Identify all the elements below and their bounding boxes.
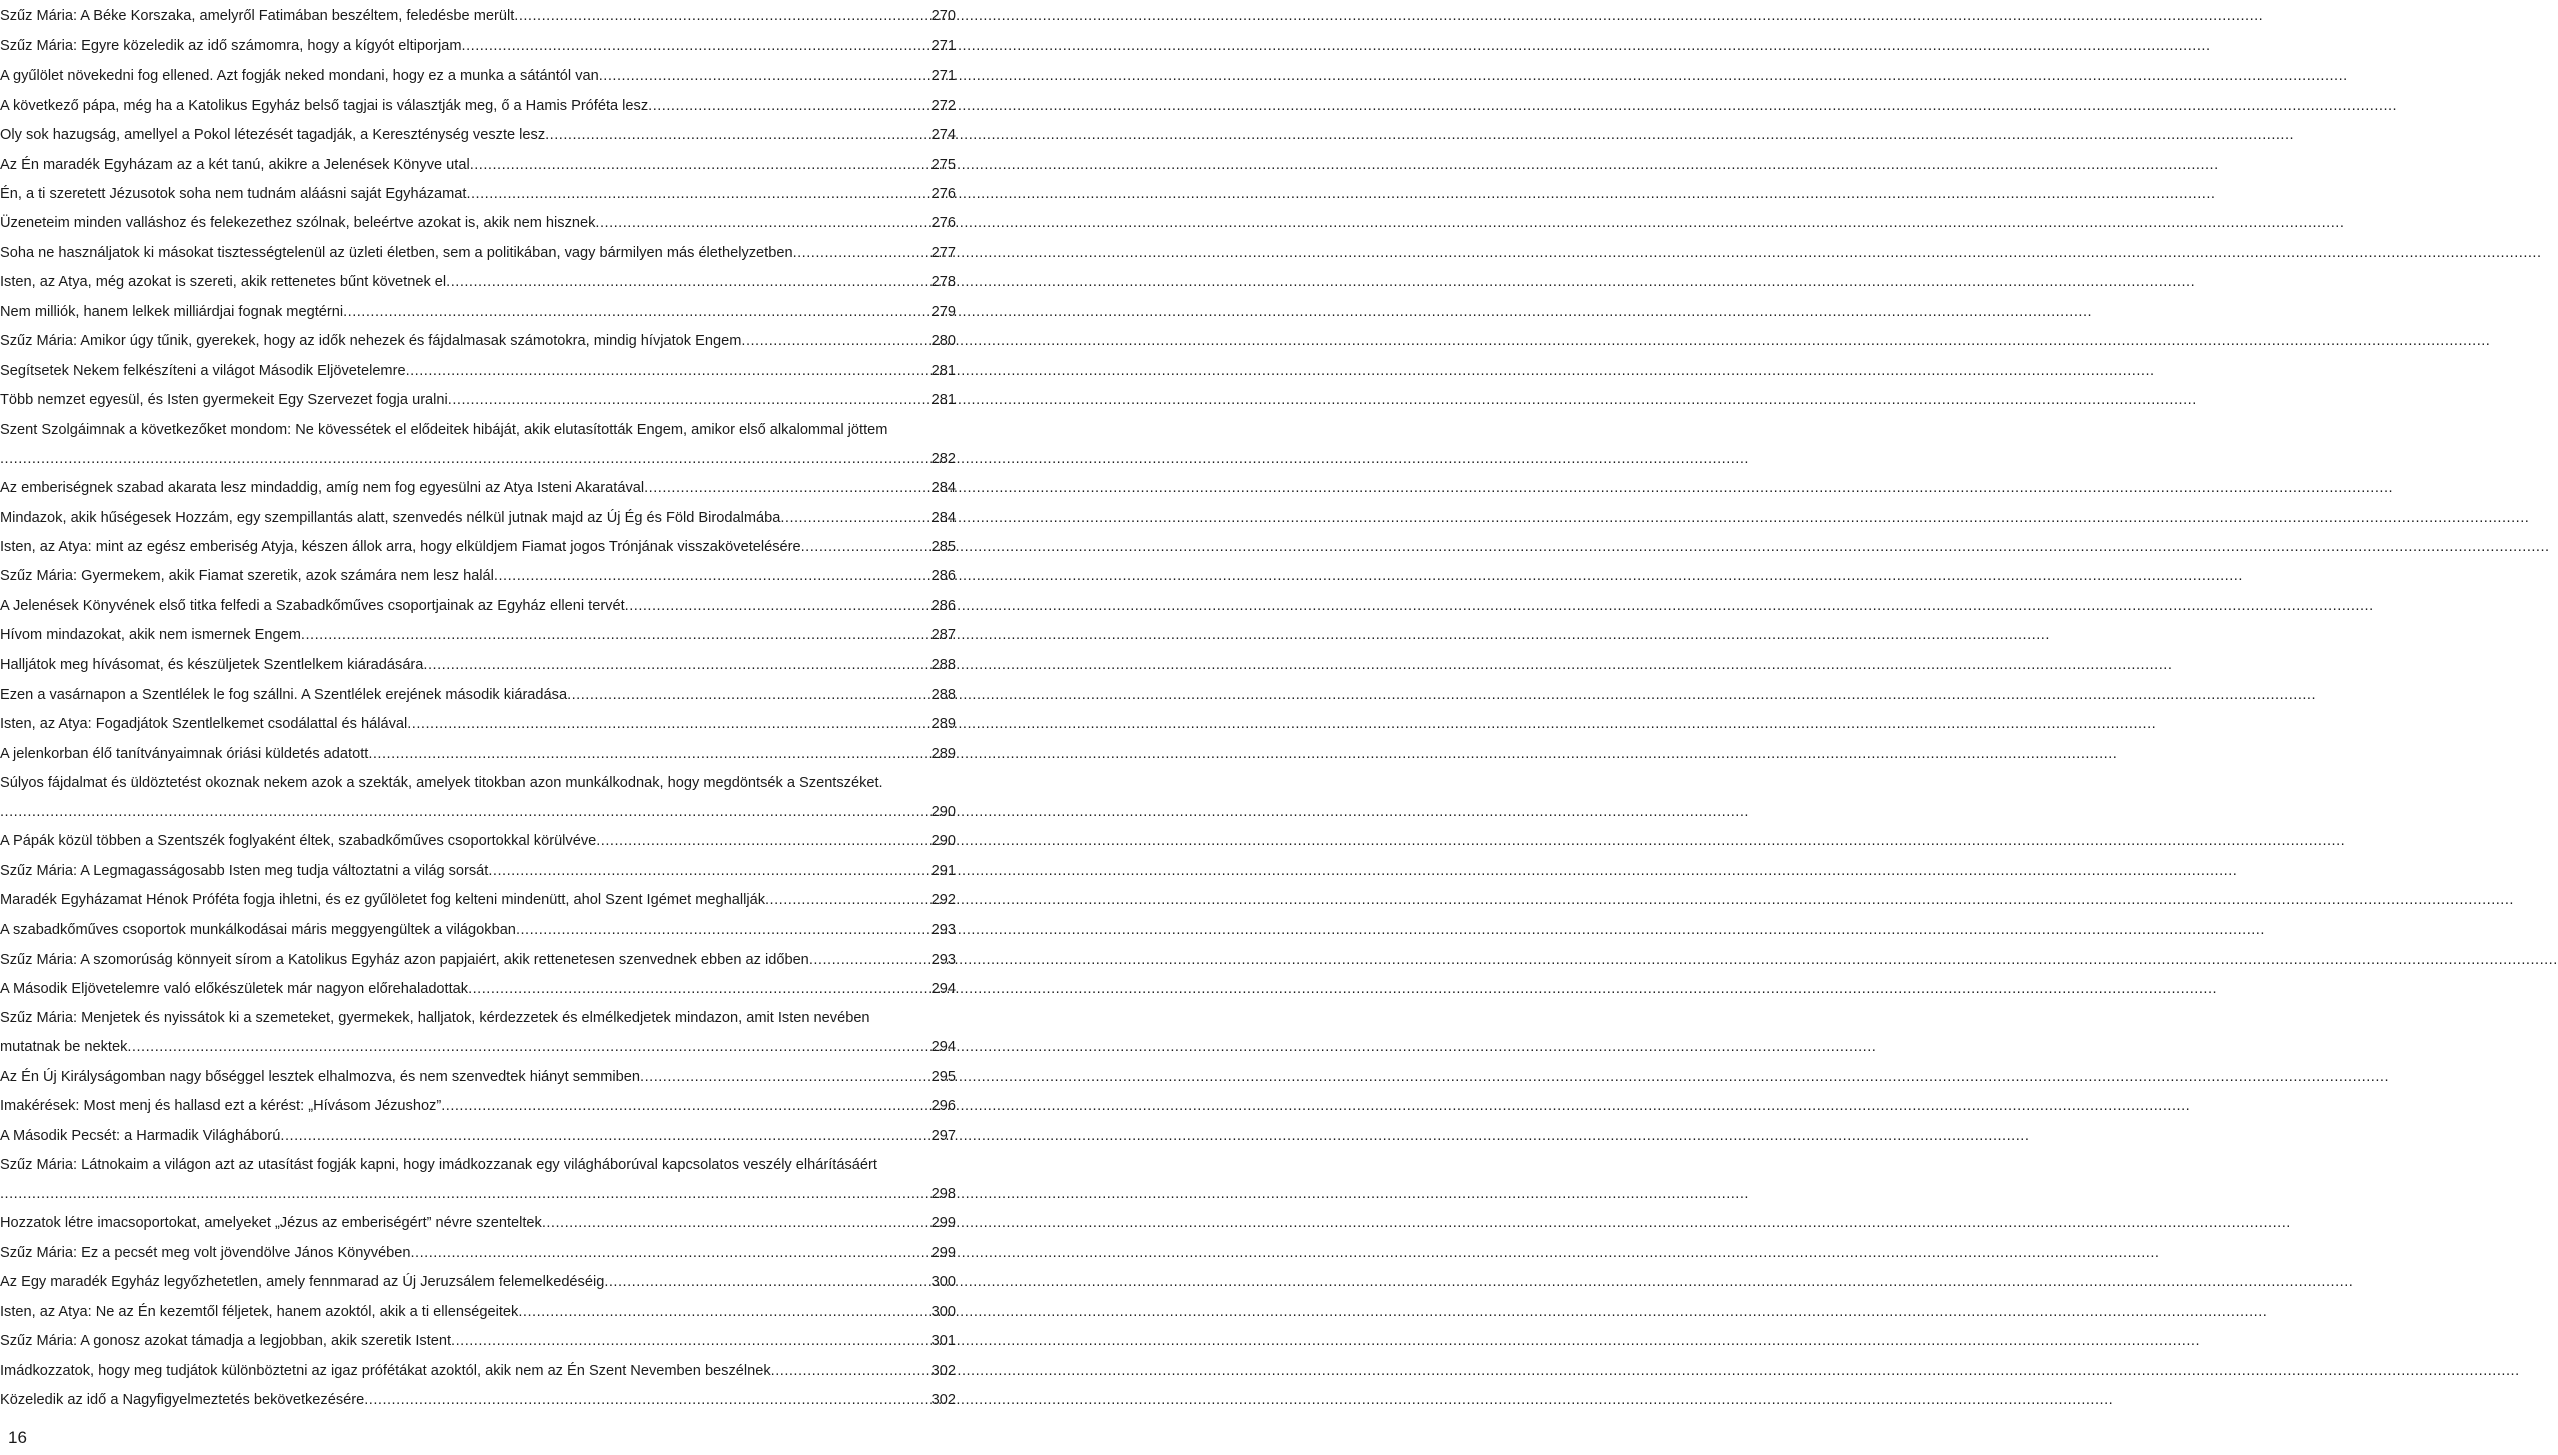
toc-entry[interactable] [0,920,956,941]
toc-entry-page: 280 [931,333,956,349]
dot-leader [644,478,930,499]
toc-entry-page: 295 [931,1069,956,1085]
toc-entry-title: Ezen a vasárnapon a Szentlélek le fog szállni. A Szentlélek erejének második kiáradása [0,687,568,703]
dot-leader [451,1331,930,1352]
toc-entry-title: A Jelenések Könyvének első titka felfedi a Szabadkőműves csoportjainak az Egyház elleni tervét [0,598,625,614]
toc-entry[interactable] [0,566,956,587]
toc-entry-page: 292 [931,892,956,908]
toc-entry-page: 290 [931,833,956,849]
toc-entry-title: Szűz Mária: Ez a pecsét meg volt jövendölve János Könyvében [0,1245,411,1261]
toc-entry-page: 270 [931,8,956,24]
toc-entry-page: 282 [931,451,956,467]
dot-leader [780,508,929,529]
dot-leader [0,449,930,470]
toc-entry-title: Szűz Mária: Egyre közeledik az idő számomra, hogy a kígyót eltiporjam [0,38,462,54]
dot-leader [364,1390,929,1411]
dot-leader [596,831,929,852]
dot-leader [406,361,930,382]
toc-entry-title: Isten, az Atya: mint az egész emberiség Atyja, készen állok arra, hogy elküldjem Fiamat jogos Trónjának visszakövetelésére [0,539,801,555]
dot-leader [604,1272,929,1293]
toc-entry[interactable] [0,361,956,382]
toc-entry-title: Hozzatok létre imacsoportokat, amelyeket „Jézus az emberiségért” névre szenteltek [0,1215,542,1231]
toc-entry-page: 285 [931,539,956,555]
toc-entry[interactable] [0,537,956,558]
dot-leader [462,36,930,57]
toc-entry-page: 298 [931,1186,956,1202]
toc-entry-title: A szabadkőműves csoportok munkálkodásai máris meggyengültek a világokban [0,922,516,938]
toc-entry-page: 284 [931,510,956,526]
toc-entry-page: 302 [931,1392,956,1408]
dot-leader [410,1243,929,1264]
toc-entry[interactable] [0,1390,956,1411]
toc-entry-page: 277 [931,245,956,261]
toc-entry-title: Szűz Mária: Látnokaim a világon azt az utasítást fogják kapni, hogy imádkozzanak egy világháborúval kapcsolatos veszély elhárításáért [0,1157,877,1173]
toc-entry-title: Hívom mindazokat, akik nem ismernek Engem [0,627,301,643]
toc-entry-title: Több nemzet egyesül, és Isten gyermekeit Egy Szervezet fogja uralni [0,392,448,408]
toc-entry[interactable] [0,950,956,971]
dot-leader [514,6,929,27]
dot-leader [0,802,930,823]
dot-leader [446,272,929,293]
dot-leader [518,1302,929,1323]
toc-entry[interactable] [0,1243,956,1264]
toc-entry[interactable] [0,685,956,706]
toc-entry-title: Szűz Mária: A Legmagasságosabb Isten meg tudja változtatni a világ sorsát [0,863,489,879]
toc-entry[interactable] [0,125,956,146]
toc-entry-page: 289 [931,746,956,762]
toc-entry[interactable] [0,1155,956,1205]
toc-entry-page: 291 [931,863,956,879]
toc-entry[interactable] [0,302,956,323]
toc-entry-page: 293 [931,922,956,938]
toc-entry-page: 300 [931,1274,956,1290]
toc-entry[interactable] [0,744,956,765]
toc-entry-page: 276 [931,186,956,202]
dot-leader [280,1126,929,1147]
toc-entry-page: 297 [931,1128,956,1144]
toc-entry-page: 276 [931,215,956,231]
dot-leader [545,125,930,146]
toc-entry-page: 275 [931,157,956,173]
toc-entry-page: 278 [931,274,956,290]
toc-entry[interactable] [0,773,956,823]
toc-entry-title: A Pápák közül többen a Szentszék foglyaként éltek, szabadkőműves csoportokkal körülvéve [0,833,597,849]
toc-entry[interactable] [0,213,956,234]
toc-entry-page: 288 [931,657,956,673]
toc-entry-title: Szűz Mária: Amikor úgy tűnik, gyerekek, hogy az idők nehezek és fájdalmasak számotokra, mindig hívjatok Engem [0,333,742,349]
toc-entry-page: 287 [931,627,956,643]
toc-entry[interactable] [0,508,956,529]
toc-entry-page: 271 [931,38,956,54]
toc-entry-title: Súlyos fájdalmat és üldöztetést okoznak nekem azok a szekták, amelyek titokban azon munkálkodnak, hogy megdöntsék a Szentszéket. [0,775,883,791]
toc-entry-title: Imakérések: Most menj és hallasd ezt a kérést: „Hívásom Jézushoz” [0,1098,442,1114]
toc-entry[interactable] [0,596,956,617]
toc-entry-page: 299 [931,1245,956,1261]
toc-entry[interactable] [0,272,956,293]
dot-leader [343,302,930,323]
toc-entry-page: 296 [931,1098,956,1114]
toc-entry[interactable] [0,831,956,852]
dot-leader [441,1096,929,1117]
dot-leader [765,890,930,911]
dot-leader [640,1067,930,1088]
toc-entry-title: A gyűlölet növekedni fog ellened. Azt fogják neked mondani, hogy ez a munka a sátántól van [0,68,599,84]
toc-entry-title: A Második Eljövetelemre való előkészületek már nagyon előrehaladottak [0,981,469,997]
toc-entry-page: 294 [931,981,956,997]
toc-entry-title: Segítsetek Nekem felkészíteni a világot Második Eljövetelemre [0,363,406,379]
toc-entry-title: A Második Pecsét: a Harmadik Világháború [0,1128,281,1144]
toc-entry-title: A következő pápa, még ha a Katolikus Egyház belső tagjai is választják meg, ő a Hamis Próféta lesz [0,98,649,114]
toc-entry-page: 272 [931,98,956,114]
dot-leader [542,1213,930,1234]
toc-entry-title: Mindazok, akik hűségesek Hozzám, egy szempillantás alatt, szenvedés nélkül jutnak majd az Új Ég és Föld Birodalmába [0,510,781,526]
toc-entry[interactable] [0,1067,956,1088]
toc-entry[interactable] [0,155,956,176]
toc-entry[interactable] [0,243,956,264]
toc-entry-page: 274 [931,127,956,143]
toc-entry-page: 290 [931,804,956,820]
toc-entry-page: 293 [931,952,956,968]
toc-entry-title: Közeledik az idő a Nagyfigyelmeztetés bekövetkezésére [0,1392,365,1408]
toc-entry[interactable] [0,96,956,117]
toc-entry-title-continued: mutatnak be nektek [0,1039,128,1055]
toc-entry-title: Üzeneteim minden valláshoz és felekezethez szólnak, beleértve azokat is, akik nem hisznek [0,215,596,231]
toc-entry-title: Szűz Mária: A gonosz azokat támadja a legjobban, akik szeretik Istent [0,1333,452,1349]
dot-leader [423,655,929,676]
dot-leader [448,390,930,411]
toc-entry[interactable] [0,890,956,911]
toc-entry[interactable] [0,1213,956,1234]
dot-leader [771,1361,930,1382]
toc-entry-title: Isten, az Atya: Ne az Én kezemtől féljetek, hanem azoktól, akik a ti ellenségeitek [0,1304,519,1320]
toc-entry-title: Isten, az Atya, még azokat is szereti, akik rettenetes bűnt követnek el [0,274,447,290]
dot-leader [368,744,929,765]
toc-entry[interactable] [0,390,956,411]
toc-entry[interactable] [0,66,956,87]
toc-entry-title: Szűz Mária: A Béke Korszaka, amelyről Fatimában beszéltem, feledésbe merült [0,8,515,24]
toc-entry-title: Nem milliók, hanem lelkek milliárdjai fognak megtérni [0,304,344,320]
toc-entry[interactable] [0,1331,956,1352]
toc-entry[interactable] [0,979,956,1000]
toc-entry[interactable] [0,478,956,499]
toc-entry-title: Maradék Egyházamat Hénok Próféta fogja ihletni, és ez gyűlöletet fog kelteni mindenütt, ahol Szent Igémet meghallják [0,892,765,908]
dot-leader [407,714,929,735]
toc-entry-page: 281 [931,392,956,408]
toc-entry-title: Szűz Mária: Menjetek és nyissátok ki a szemeteket, gyermekek, halljatok, kérdezzetek és elmélkedjetek mindazon, amit Isten nevében [0,1010,870,1026]
toc-entry[interactable] [0,36,956,57]
toc-entry-title: Szűz Mária: A szomorúság könnyeit sírom a Katolikus Egyház azon papjaiért, akik rettenetesen szenvednek ebben az időben [0,952,809,968]
toc-entry[interactable] [0,184,956,205]
toc-entry[interactable] [0,420,956,470]
toc-entry-page: 286 [931,598,956,614]
dot-leader [488,861,929,882]
toc-entry-page: 301 [931,1333,956,1349]
toc-entry-title: A jelenkorban élő tanítványaimnak óriási küldetés adatott [0,746,369,762]
page-number: 16 [8,1428,27,1447]
toc-entry[interactable] [0,655,956,676]
dot-leader [741,331,929,352]
dot-leader [127,1037,929,1058]
toc-entry[interactable] [0,6,956,27]
dot-leader [809,950,930,971]
toc-entry-title: Az Én maradék Egyházam az a két tanú, akikre a Jelenések Könyve utal [0,157,470,173]
toc-entry-title: Az emberiségnek szabad akarata lesz mindaddig, amíg nem fog egyesülni az Atya Isteni Akaratával [0,480,645,496]
toc-entry-page: 299 [931,1215,956,1231]
toc-entry-title: Szent Szolgáimnak a következőket mondom: Ne kövessétek el elődeitek hibáját, akik elutasították Engem, amikor első alkalommal jöttem [0,422,888,438]
toc-entry-page: 279 [931,304,956,320]
toc-entry-title: Én, a ti szeretett Jézusotok soha nem tudnám aláásni saját Egyházamat [0,186,467,202]
toc-entry-page: 288 [931,687,956,703]
dot-leader [468,979,930,1000]
dot-leader [567,685,930,706]
dot-leader [625,596,930,617]
toc-entry[interactable] [0,1008,956,1058]
toc-entry[interactable] [0,861,956,882]
dot-leader [648,96,930,117]
toc-entry-title: Halljátok meg hívásomat, és készüljetek Szentlelkem kiáradására [0,657,424,673]
toc-entry-page: 302 [931,1363,956,1379]
toc-entry[interactable] [0,1272,956,1293]
dot-leader [466,184,929,205]
toc-entry-title: Szűz Mária: Gyermekem, akik Fiamat szeretik, azok számára nem lesz halál [0,568,494,584]
toc-entry-page: 289 [931,716,956,732]
toc-entry[interactable] [0,714,956,735]
dot-leader [599,66,930,87]
toc-entry-page: 294 [931,1039,956,1055]
toc-entry[interactable] [0,625,956,646]
toc-entry-title: Imádkozzatok, hogy meg tudjátok különböztetni az igaz prófétákat azoktól, akik nem az Én Szent Nevemben beszélnek [0,1363,771,1379]
toc-entry-title: Oly sok hazugság, amellyel a Pokol létezését tagadják, a Kereszténység veszte lesz [0,127,546,143]
toc-entry[interactable] [0,1361,956,1382]
toc-entry-page: 300 [931,1304,956,1320]
dot-leader [301,625,930,646]
toc-entry-title: Az Egy maradék Egyház legyőzhetetlen, amely fennmarad az Új Jeruzsálem felemelkedéséig [0,1274,605,1290]
dot-leader [595,213,929,234]
toc-entry[interactable] [0,331,956,352]
toc-entry-title: Az Én Új Királyságomban nagy bőséggel lesztek elhalmozva, és nem szenvedtek hiányt semmiben [0,1069,641,1085]
toc-entry[interactable] [0,1126,956,1147]
dot-leader [801,537,930,558]
toc-entry-title: Isten, az Atya: Fogadjátok Szentlelkemet csodálattal és hálával [0,716,408,732]
toc-entry-page: 271 [931,68,956,84]
dot-leader [516,920,930,941]
toc-entry[interactable] [0,1096,956,1117]
toc-entry-page: 284 [931,480,956,496]
dot-leader [793,243,930,264]
toc-entry-title: Soha ne használjatok ki másokat tisztességtelenül az üzleti életben, sem a politikában, vagy bármilyen más élethelyzetben [0,245,793,261]
dot-leader [470,155,930,176]
toc-entry-page: 286 [931,568,956,584]
toc-entry[interactable] [0,1302,956,1323]
dot-leader [494,566,930,587]
dot-leader [0,1184,930,1205]
toc-entry-page: 281 [931,363,956,379]
